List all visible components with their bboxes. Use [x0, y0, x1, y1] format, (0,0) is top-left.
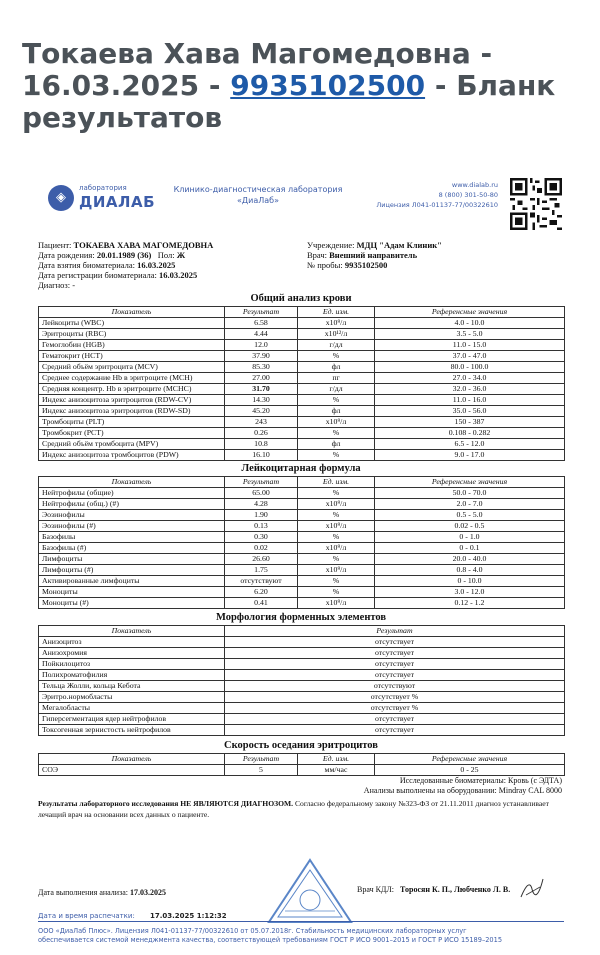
table-cell: Показатель	[39, 477, 225, 488]
table-cell: 0.8 - 4.0	[375, 565, 565, 576]
table-cell: 27.0 - 34.0	[375, 373, 565, 384]
table-cell: 45.20	[225, 406, 298, 417]
table-cell: 2.0 - 7.0	[375, 499, 565, 510]
table-cell: г/дл	[298, 384, 375, 395]
table-cell: Показатель	[39, 307, 225, 318]
table-cell: 0.13	[225, 521, 298, 532]
table-cell: %	[298, 488, 375, 499]
lab-website: www.dialab.ru	[451, 181, 498, 189]
table-row	[39, 648, 565, 659]
table-cell: фл	[298, 439, 375, 450]
reg-label: Дата регистрации биоматериала:	[38, 270, 157, 280]
table-cell: отсутствует	[225, 637, 565, 648]
table-row	[39, 439, 565, 450]
table-cell: 4.0 - 10.0	[375, 318, 565, 329]
table-cell: Моноциты	[39, 587, 225, 598]
table-cell: Тромбокрит (PCT)	[39, 428, 225, 439]
table-row	[39, 488, 565, 499]
table-cell: Средняя концентр. Hb в эритроците (MCHC)	[39, 384, 225, 395]
patient-info	[38, 240, 213, 290]
table-cell: Ед. изм.	[298, 477, 375, 488]
table-row	[39, 384, 565, 395]
logo-caption: лаборатория	[79, 184, 127, 192]
sex-label: Пол:	[157, 250, 175, 260]
table-cell: Средний объём тромбоцита (MPV)	[39, 439, 225, 450]
table-row	[39, 395, 565, 406]
lab-license: Лицензия Л041-01137-77/00322610	[376, 201, 498, 209]
print-datetime	[38, 912, 564, 922]
patient-name-label: Пациент:	[38, 240, 72, 250]
table-cell: 20.0 - 40.0	[375, 554, 565, 565]
table-cell: 0.5 - 5.0	[375, 510, 565, 521]
table-cell: 85.30	[225, 362, 298, 373]
table-cell: 0 - 0.1	[375, 543, 565, 554]
table-cell: г/дл	[298, 340, 375, 351]
table-row	[39, 417, 565, 428]
table-cell: 9.0 - 17.0	[375, 450, 565, 461]
table-cell: 11.0 - 15.0	[375, 340, 565, 351]
print-value: 17.03.2025 1:12:32	[150, 912, 227, 920]
table-header-row	[39, 754, 565, 765]
table-cell: %	[298, 510, 375, 521]
table-row	[39, 703, 565, 714]
table-row	[39, 659, 565, 670]
dob-label: Дата рождения:	[38, 250, 95, 260]
table-row	[39, 543, 565, 554]
table-cell: 12.0	[225, 340, 298, 351]
table-cell: 14.30	[225, 395, 298, 406]
table-cell: Результат	[225, 477, 298, 488]
table-cell: 35.0 - 56.0	[375, 406, 565, 417]
table-row	[39, 521, 565, 532]
table-row	[39, 765, 565, 776]
table-cell: Референсные значения	[375, 477, 565, 488]
table-cell: отсутствует	[225, 725, 565, 736]
table-row	[39, 587, 565, 598]
leuko-table	[38, 476, 565, 609]
table-cell: Базофилы	[39, 532, 225, 543]
lab-heading	[168, 184, 348, 206]
table-cell: Индекс анизоцитоза эритроцитов (RDW-CV)	[39, 395, 225, 406]
dialab-logo	[48, 180, 168, 220]
table-cell: отсутствует %	[225, 703, 565, 714]
referral-info	[307, 240, 442, 270]
table-cell: Эритроциты (RBC)	[39, 329, 225, 340]
table-row	[39, 532, 565, 543]
table-row	[39, 670, 565, 681]
disclaimer	[38, 798, 564, 820]
table-row	[39, 681, 565, 692]
table-cell: 16.10	[225, 450, 298, 461]
table-cell: Лейкоциты (WBC)	[39, 318, 225, 329]
table-row	[39, 362, 565, 373]
table-cell: 0.12 - 1.2	[375, 598, 565, 609]
table-cell: 6.58	[225, 318, 298, 329]
table-row	[39, 637, 565, 648]
table-cell: x10⁹/л	[298, 417, 375, 428]
table-cell: %	[298, 428, 375, 439]
lab-doctor-value: Торосян К. П., Любченко Л. В.	[400, 885, 511, 894]
institution-label: Учреждение:	[307, 240, 355, 250]
table-cell: 0 - 10.0	[375, 576, 565, 587]
sample-number-link[interactable]: 9935102500	[230, 69, 426, 102]
title-name-date: Токаева Хава Магомедовна - 16.03.2025 -	[22, 37, 493, 102]
table-row	[39, 692, 565, 703]
morph-table	[38, 625, 565, 736]
table-cell: %	[298, 395, 375, 406]
table-cell: 80.0 - 100.0	[375, 362, 565, 373]
table-cell: Нейтрофилы (общие)	[39, 488, 225, 499]
table-row	[39, 373, 565, 384]
table-cell: 0.41	[225, 598, 298, 609]
analysis-date-value: 17.03.2025	[130, 888, 166, 897]
taken-value: 16.03.2025	[137, 260, 176, 270]
table-cell: Активированные лимфоциты	[39, 576, 225, 587]
table-cell: Тельца Жолли, кольца Кебота	[39, 681, 225, 692]
table-row	[39, 598, 565, 609]
table-cell: x10⁹/л	[298, 543, 375, 554]
table-cell: фл	[298, 362, 375, 373]
sex-value: Ж	[176, 250, 186, 260]
table-row	[39, 318, 565, 329]
table-cell: Токсогенная зернистость нейтрофилов	[39, 725, 225, 736]
analyzer-note: Анализы выполнены на оборудовании: Mindray CAL 8000	[363, 786, 562, 795]
table-cell: Анизохромия	[39, 648, 225, 659]
table-cell: 26.60	[225, 554, 298, 565]
table-row	[39, 576, 565, 587]
table-cell: Базофилы (#)	[39, 543, 225, 554]
table-cell: Результат	[225, 307, 298, 318]
table-cell: 4.44	[225, 329, 298, 340]
table-row	[39, 340, 565, 351]
table-cell: Моноциты (#)	[39, 598, 225, 609]
page-title	[22, 38, 592, 134]
lab-line-1: Клинико-диагностическая лаборатория	[173, 185, 343, 194]
table-cell: 0.26	[225, 428, 298, 439]
table-cell: 5	[225, 765, 298, 776]
results-form	[0, 170, 600, 955]
table-cell: 3.0 - 12.0	[375, 587, 565, 598]
qr-code-icon	[510, 178, 562, 230]
table-cell: Анизоцитоз	[39, 637, 225, 648]
table-cell: отсутствуют	[225, 576, 298, 587]
table-cell: 4.28	[225, 499, 298, 510]
table-cell: СОЭ	[39, 765, 225, 776]
cbc-table	[38, 306, 565, 461]
dob-value: 20.01.1989 (36)	[96, 250, 152, 260]
analysis-date	[38, 888, 166, 897]
doctor-value: Внешний направитель	[329, 250, 418, 260]
table-cell: отсутствует	[225, 714, 565, 725]
table-cell: Среднее содержание Hb в эритроците (MCH)	[39, 373, 225, 384]
lab-doctor	[357, 885, 510, 894]
table-cell: 6.5 - 12.0	[375, 439, 565, 450]
lab-phone: 8 (800) 301-50-80	[438, 191, 498, 199]
table-cell: %	[298, 351, 375, 362]
table-cell: 0.02 - 0.5	[375, 521, 565, 532]
esr-table	[38, 753, 565, 776]
table-row	[39, 725, 565, 736]
logo-wordmark: ДИАЛАБ	[79, 193, 156, 211]
table-cell: Мегалобласты	[39, 703, 225, 714]
table-cell: 1.75	[225, 565, 298, 576]
table-cell: Лимфоциты (#)	[39, 565, 225, 576]
print-label: Дата и время распечатки:	[38, 912, 135, 920]
lab-contacts	[340, 180, 498, 210]
analysis-date-label: Дата выполнения анализа:	[38, 888, 128, 897]
table-cell: 37.90	[225, 351, 298, 362]
table-cell: 0 - 25	[375, 765, 565, 776]
table-cell: x10⁹/л	[298, 499, 375, 510]
taken-label: Дата взятия биоматериала:	[38, 260, 135, 270]
table-cell: Показатель	[39, 626, 225, 637]
footer-license	[38, 927, 564, 945]
table-cell: Результат	[225, 754, 298, 765]
table-row	[39, 565, 565, 576]
table-header-row	[39, 307, 565, 318]
disclaimer-rest: Согласно федеральному закону №323-ФЗ от 21.11.2011 диагноз устанавливает лечащий врач на основании всех данных о пациенте.	[38, 799, 549, 819]
diag-label: Диагноз:	[38, 280, 71, 290]
table-cell: x10¹²/л	[298, 329, 375, 340]
title-suffix: - Бланк результатов	[22, 69, 556, 134]
sample-label: № пробы:	[307, 260, 343, 270]
table-cell: 11.0 - 16.0	[375, 395, 565, 406]
table-cell: 243	[225, 417, 298, 428]
table-cell: 150 - 387	[375, 417, 565, 428]
section-title-esr: Скорость оседания эритроцитов	[224, 740, 378, 751]
footer-line-2: обеспечивается системой менеджмента качества, соответствующей требованиям ГОСТ Р ИСО 9001–2015 и ГОСТ Р ИСО 15189–2015	[38, 936, 503, 944]
table-cell: Индекс анизоцитоза эритроцитов (RDW-SD)	[39, 406, 225, 417]
table-cell: отсутствует %	[225, 692, 565, 703]
table-cell: 31.70	[225, 384, 298, 395]
table-cell: %	[298, 576, 375, 587]
patient-name: ТОКАЕВА ХАВА МАГОМЕДОВНА	[73, 240, 214, 250]
table-cell: Эозинофилы (#)	[39, 521, 225, 532]
table-cell: Эритро.нормобласты	[39, 692, 225, 703]
table-cell: отсутствуют	[225, 681, 565, 692]
table-cell: фл	[298, 406, 375, 417]
disclaimer-bold: Результаты лабораторного исследования НЕ ЯВЛЯЮТСЯ ДИАГНОЗОМ.	[38, 799, 294, 808]
table-row	[39, 510, 565, 521]
table-cell: Гемоглобин (HGB)	[39, 340, 225, 351]
table-row	[39, 351, 565, 362]
table-cell: Лимфоциты	[39, 554, 225, 565]
table-cell: отсутствует	[225, 659, 565, 670]
table-cell: 0.02	[225, 543, 298, 554]
table-row	[39, 329, 565, 340]
table-cell: 0.30	[225, 532, 298, 543]
table-cell: %	[298, 554, 375, 565]
table-header-row	[39, 477, 565, 488]
lab-doctor-label: Врач КДЛ:	[357, 885, 395, 894]
institution-value: МДЦ "Адам Клиник"	[356, 240, 442, 250]
table-cell: Ед. изм.	[298, 754, 375, 765]
table-cell: Показатель	[39, 754, 225, 765]
section-title-leuko: Лейкоцитарная формула	[241, 463, 361, 474]
table-cell: 50.0 - 70.0	[375, 488, 565, 499]
table-cell: 37.0 - 47.0	[375, 351, 565, 362]
table-cell: Ед. изм.	[298, 307, 375, 318]
table-cell: x10⁹/л	[298, 521, 375, 532]
table-cell: 32.0 - 36.0	[375, 384, 565, 395]
table-cell: 65.00	[225, 488, 298, 499]
signature-icon	[518, 875, 546, 903]
table-cell: x10⁹/л	[298, 565, 375, 576]
table-row	[39, 714, 565, 725]
section-title-morph: Морфология форменных элементов	[215, 612, 387, 623]
table-cell: 27.00	[225, 373, 298, 384]
table-row	[39, 499, 565, 510]
reg-value: 16.03.2025	[158, 270, 198, 280]
table-cell: x10⁹/л	[298, 318, 375, 329]
biomaterial-note: Исследованные биоматериалы: Кровь (с ЭДТА)	[399, 776, 562, 785]
sample-value: 9935102500	[344, 260, 388, 270]
section-title-cbc: Общий анализ крови	[250, 293, 352, 304]
table-cell: %	[298, 587, 375, 598]
table-cell: Тромбоциты (PLT)	[39, 417, 225, 428]
table-cell: 3.5 - 5.0	[375, 329, 565, 340]
table-cell: отсутствует	[225, 648, 565, 659]
table-cell: Гиперсегментация ядер нейтрофилов	[39, 714, 225, 725]
table-row	[39, 554, 565, 565]
table-cell: %	[298, 450, 375, 461]
table-cell: Результат	[225, 626, 565, 637]
diag-value: -	[72, 280, 76, 290]
table-cell: пг	[298, 373, 375, 384]
table-cell: Средний объём эритроцита (MCV)	[39, 362, 225, 373]
table-cell: Эозинофилы	[39, 510, 225, 521]
table-header-row	[39, 626, 565, 637]
table-cell: 0.108 - 0.282	[375, 428, 565, 439]
table-row	[39, 428, 565, 439]
lab-line-2: «ДиаЛаб»	[237, 196, 279, 205]
dialab-logo-icon: ◈	[48, 185, 74, 211]
table-cell: мм/час	[298, 765, 375, 776]
table-cell: отсутствует	[225, 670, 565, 681]
table-cell: 10.8	[225, 439, 298, 450]
doctor-label: Врач:	[307, 250, 327, 260]
footer-line-1: ООО «ДиаЛаб Плюс». Лицензия Л041-01137-77/00322610 от 05.07.2018г. Стабильность медицинских лабораторных услуг	[38, 927, 467, 935]
table-cell: Референсные значения	[375, 307, 565, 318]
table-cell: %	[298, 532, 375, 543]
table-cell: Референсные значения	[375, 754, 565, 765]
table-cell: Полихроматофилия	[39, 670, 225, 681]
table-row	[39, 406, 565, 417]
table-row	[39, 450, 565, 461]
table-cell: x10⁹/л	[298, 598, 375, 609]
table-cell: 6.20	[225, 587, 298, 598]
table-cell: 0 - 1.0	[375, 532, 565, 543]
table-cell: Гематокрит (HCT)	[39, 351, 225, 362]
table-cell: 1.90	[225, 510, 298, 521]
table-cell: Индекс анизоцитоза тромбоцитов (PDW)	[39, 450, 225, 461]
table-cell: Пойкилоцитоз	[39, 659, 225, 670]
table-cell: Нейтрофилы (общ.) (#)	[39, 499, 225, 510]
